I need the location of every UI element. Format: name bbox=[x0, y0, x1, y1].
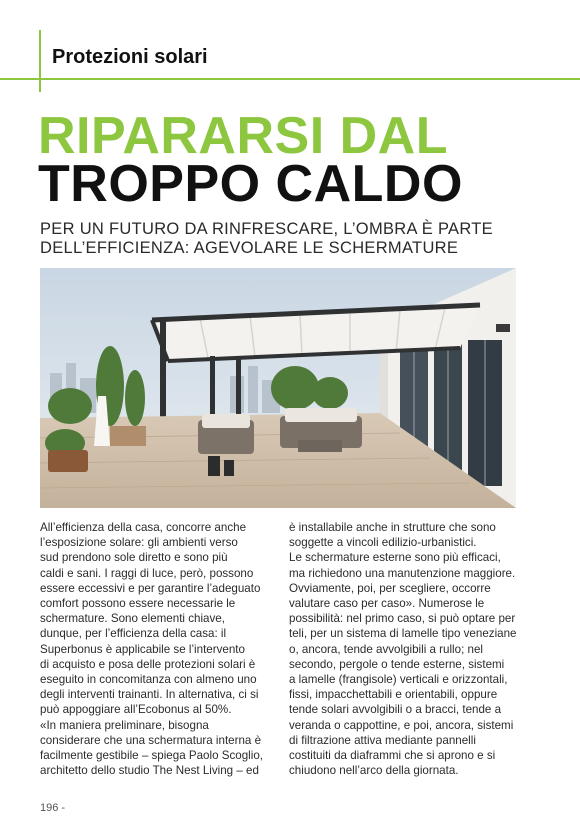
pergola-terrace-photo bbox=[40, 268, 516, 508]
page-number: 196 - bbox=[40, 802, 66, 814]
body-line: soggette a vincoli edilizio-urbanistici. bbox=[289, 536, 477, 550]
subtitle-line: DELL’EFFICIENZA: AGEVOLARE LE SCHERMATURE bbox=[40, 239, 459, 257]
section-accent-rule bbox=[0, 78, 580, 80]
headline-line-2: TROPPO CALDO bbox=[38, 155, 463, 213]
body-line: essere eccessivi e per garantire l’adeguato bbox=[40, 581, 261, 595]
subtitle bbox=[40, 220, 540, 258]
body-line: a lamelle (frangisole) verticali e orizzontali, bbox=[289, 673, 508, 687]
body-line: «In maniera preliminare, bisogna bbox=[40, 718, 209, 732]
body-line: Ovviamente, poi, per scegliere, occorre bbox=[289, 581, 491, 595]
body-line: di acquisto e posa delle protezioni solari è bbox=[40, 657, 256, 671]
body-line: schermature. Sono elementi chiave, bbox=[40, 612, 225, 626]
body-line: fissi, impacchettabili e orientabili, oppure bbox=[289, 688, 498, 702]
body-line: l’esposizione solare: gli ambienti verso bbox=[40, 536, 238, 550]
subtitle-line: PER UN FUTURO DA RINFRESCARE, L’OMBRA È PARTE bbox=[40, 220, 493, 238]
body-line: ma richiedono una manutenzione maggiore. bbox=[289, 566, 516, 580]
body-line: chiudono nell’arco della giornata. bbox=[289, 764, 459, 778]
section-accent-tick bbox=[39, 30, 41, 92]
body-line: veranda o cappottine, e poi, ancora, sistemi bbox=[289, 718, 514, 732]
body-line: di filtrazione attiva mediante pannelli bbox=[289, 733, 476, 747]
body-line: architetto dello studio The Nest Living – ed bbox=[40, 764, 259, 778]
body-line: costituiti da diaframmi che si aprono e si bbox=[289, 749, 496, 763]
body-column-right bbox=[289, 520, 521, 778]
body-line: comfort possono essere necessarie le bbox=[40, 597, 236, 611]
body-line: considerare che una schermatura interna è bbox=[40, 733, 262, 747]
body-column-left bbox=[40, 520, 272, 778]
body-line: degli interventi trainanti. In alternativa, ci si bbox=[40, 688, 259, 702]
body-line: facilmente gestibile – spiega Paolo Scoglio, bbox=[40, 749, 263, 763]
section-label: Protezioni solari bbox=[52, 46, 208, 68]
body-line: Superbonus è applicabile se l’intervento bbox=[40, 642, 245, 656]
body-line: caldi e sani. I raggi di luce, però, possono bbox=[40, 566, 254, 580]
body-line: è installabile anche in strutture che sono bbox=[289, 521, 496, 534]
body-line: secondo, pergole o tende esterne, sistemi bbox=[289, 657, 505, 671]
body-line: All’efficienza della casa, concorre anche bbox=[40, 521, 247, 534]
body-line: o, ancora, tende avvolgibili a rullo; nel bbox=[289, 642, 483, 656]
body-line: può appoggiare all’Ecobonus al 50%. bbox=[40, 703, 232, 717]
body-line: valutare caso per caso». Numerose le bbox=[289, 597, 485, 611]
headline-line-1: RIPARARSI DAL bbox=[38, 107, 448, 165]
body-line: Le schermature esterne sono più efficaci, bbox=[289, 551, 501, 565]
body-line: dunque, per l’efficienza della casa: il bbox=[40, 627, 227, 641]
body-line: tende solari avvolgibili o a bracci, tende a bbox=[289, 703, 502, 717]
body-line: eseguito in concomitanza con almeno uno bbox=[40, 673, 257, 687]
body-line: teli, per un sistema di lamelle tipo veneziane bbox=[289, 627, 517, 641]
body-line: sud prendono sole diretto e sono più bbox=[40, 551, 228, 565]
body-line: possibilità: nel primo caso, si può optare per bbox=[289, 612, 516, 626]
